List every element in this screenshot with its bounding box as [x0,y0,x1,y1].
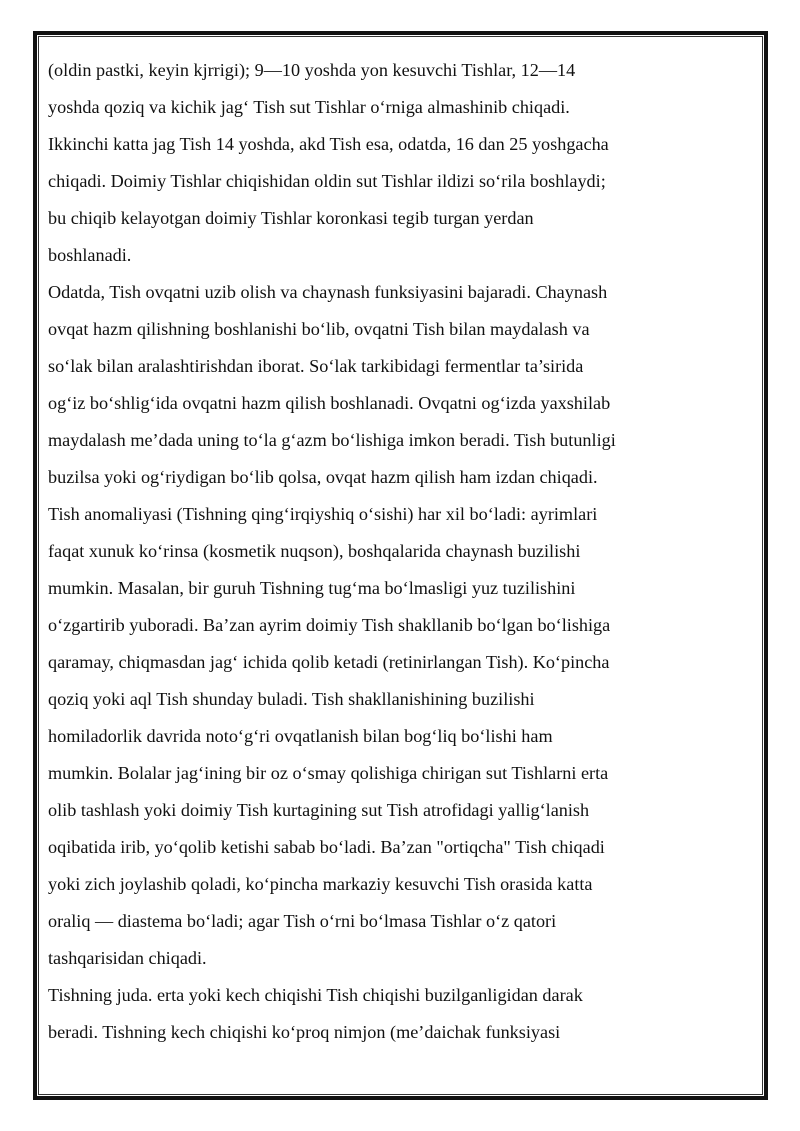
text-line: yoki zich joylashib qoladi, ko‘pincha markaziy kesuvchi Tish orasida katta [48,874,593,894]
document-body [48,52,748,1051]
text-line: bu chiqib kelayotgan doimiy Tishlar koronkasi tegib turgan yerdan [48,208,534,228]
text-line: olib tashlash yoki doimiy Tish kurtagining sut Tish atrofidagi yallig‘lanish [48,800,590,820]
text-line: boshlanadi. [48,245,132,265]
text-line: (oldin pastki, keyin kjrrigi); 9—10 yoshda yon kesuvchi Tishlar, 12—14 [48,60,576,80]
text-line: ovqat hazm qilishning boshlanishi bo‘lib, ovqatni Tish bilan maydalash va [48,319,590,339]
text-line: Tishning juda. erta yoki kech chiqishi Tish chiqishi buzilganligidan darak [48,985,583,1005]
text-line: chiqadi. Doimiy Tishlar chiqishidan oldin sut Tishlar ildizi so‘rila boshlaydi; [48,171,606,191]
text-line: Ikkinchi katta jag Tish 14 yoshda, akd Tish esa, odatda, 16 dan 25 yoshgacha [48,134,609,154]
text-line: qoziq yoki aql Tish shunday buladi. Tish shakllanishining buzilishi [48,689,535,709]
text-line: Tish anomaliyasi (Tishning qing‘irqiyshiq o‘sishi) har xil bo‘ladi: ayrimlari [48,504,598,524]
text-line: qaramay, chiqmasdan jag‘ ichida qolib ketadi (retinirlangan Tish). Ko‘pincha [48,652,610,672]
text-line: mumkin. Masalan, bir guruh Tishning tug‘ma bo‘lmasligi yuz tuzilishini [48,578,576,598]
text-line: homiladorlik davrida noto‘g‘ri ovqatlanish bilan bog‘liq bo‘lishi ham [48,726,553,746]
text-line: so‘lak bilan aralashtirishdan iborat. So‘lak tarkibidagi fermentlar ta’sirida [48,356,584,376]
text-line: faqat xunuk ko‘rinsa (kosmetik nuqson), boshqalarida chaynash buzilishi [48,541,581,561]
text-line: tashqarisidan chiqadi. [48,948,207,968]
text-line: oraliq — diastema bo‘ladi; agar Tish o‘rni bo‘lmasa Tishlar o‘z qatori [48,911,557,931]
text-line: Odatda, Tish ovqatni uzib olish va chaynash funksiyasini bajaradi. Chaynash [48,282,608,302]
text-line: og‘iz bo‘shlig‘ida ovqatni hazm qilish boshlanadi. Ovqatni og‘izda yaxshilab [48,393,611,413]
text-line: beradi. Tishning kech chiqishi ko‘proq nimjon (me’daichak funksiyasi [48,1022,561,1042]
text-line: oqibatida irib, yo‘qolib ketishi sabab bo‘ladi. Ba’zan "ortiqcha" Tish chiqadi [48,837,605,857]
text-line: yoshda qoziq va kichik jag‘ Tish sut Tishlar o‘rniga almashinib chiqadi. [48,97,570,117]
text-line: mumkin. Bolalar jag‘ining bir oz o‘smay qolishiga chirigan sut Tishlarni erta [48,763,609,783]
text-line: buzilsa yoki og‘riydigan bo‘lib qolsa, ovqat hazm qilish ham izdan chiqadi. [48,467,598,487]
text-line: maydalash me’dada uning to‘la g‘azm bo‘lishiga imkon beradi. Tish butunligi [48,430,616,450]
text-line: o‘zgartirib yuboradi. Ba’zan ayrim doimiy Tish shakllanib bo‘lgan bo‘lishiga [48,615,611,635]
